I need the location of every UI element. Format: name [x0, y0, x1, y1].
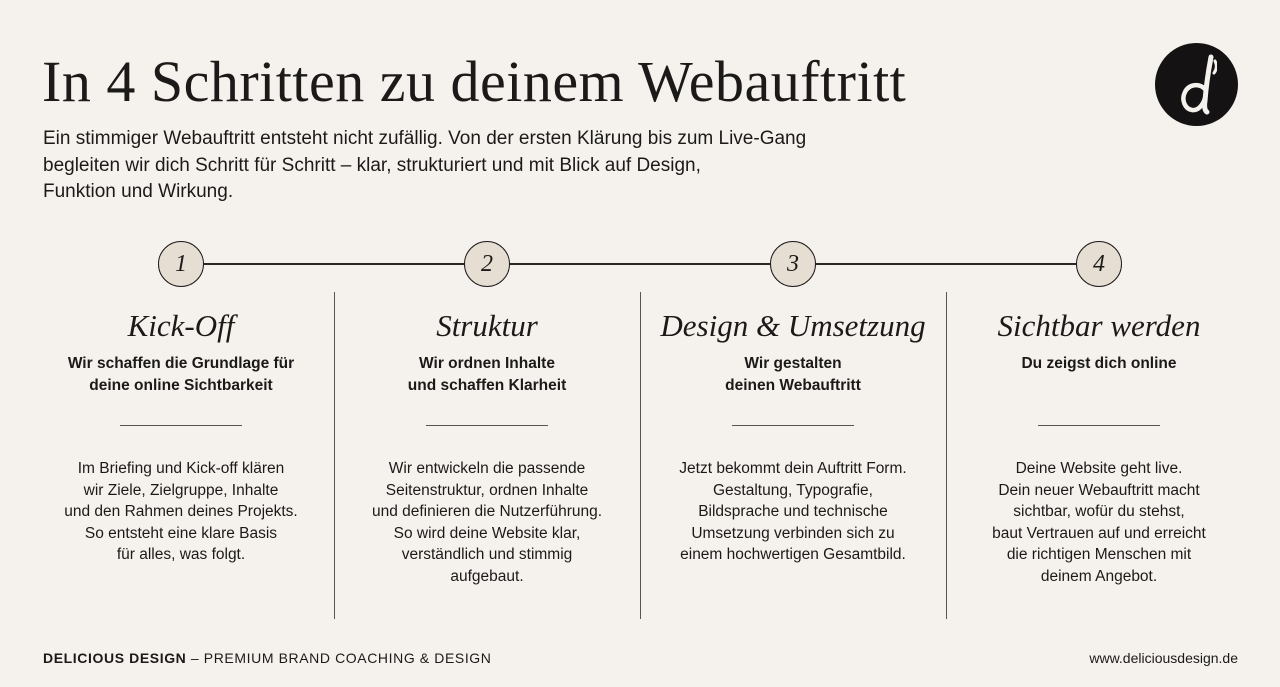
step-number-1: 1 [158, 241, 204, 287]
step-subtitle: Du zeigst dich online [1021, 355, 1177, 372]
step-column-2 [334, 305, 640, 605]
step-number-3: 3 [770, 241, 816, 287]
step-column-1 [28, 305, 334, 605]
intro-line: Ein stimmiger Webauftritt entsteht nicht zufällig. Von der ersten Klärung bis zum Live-Gang [43, 128, 807, 149]
step-number-4: 4 [1076, 241, 1122, 287]
footer-tagline: – PREMIUM BRAND COACHING & DESIGN [186, 650, 492, 666]
step-rule [426, 425, 548, 426]
step-rule [732, 425, 854, 426]
step-column-4 [946, 305, 1252, 605]
logo-letter-d-icon [1155, 43, 1238, 126]
step-title: Struktur [436, 308, 538, 343]
timeline-line [181, 263, 1099, 265]
footer-url: www.deliciousdesign.de [1089, 650, 1238, 666]
step-description: Im Briefing und Kick-off klären wir Ziele, Zielgruppe, Inhalte und den Rahmen deines Projekts. So entsteht eine klare Basis für alles, was folgt. [64, 460, 298, 563]
step-title: Sichtbar werden [997, 308, 1201, 343]
footer-brand-name: DELICIOUS DESIGN [43, 650, 187, 666]
step-number-2: 2 [464, 241, 510, 287]
step-rule [1038, 425, 1160, 426]
intro-text [43, 126, 943, 206]
step-subtitle: Wir ordnen Inhalte und schaffen Klarheit [407, 355, 567, 394]
step-description: Jetzt bekommt dein Auftritt Form. Gestaltung, Typografie, Bildsprache und technische Umsetzung verbinden sich zu einem hochwertigen Gesamtbild. [679, 460, 907, 563]
step-title: Kick-Off [127, 308, 235, 343]
step-title: Design & Umsetzung [660, 308, 926, 343]
step-description: Deine Website geht live. Dein neuer Webauftritt macht sichtbar, wofür du stehst, baut Vertrauen auf und erreicht die richtigen Menschen mit deinem Angebot. [992, 460, 1206, 585]
step-rule [120, 425, 242, 426]
step-subtitle: Wir schaffen die Grundlage für deine online Sichtbarkeit [67, 355, 295, 394]
page-title: In 4 Schritten zu deinem Webauftritt [42, 49, 907, 114]
brand-logo [1155, 43, 1238, 126]
intro-line: begleiten wir dich Schritt für Schritt – klar, strukturiert und mit Blick auf Design, [43, 154, 701, 176]
step-column-3 [640, 305, 946, 605]
step-subtitle: Wir gestalten deinen Webauftritt [725, 355, 861, 394]
footer-brand [43, 650, 492, 666]
step-description: Wir entwickeln die passende Seitenstruktur, ordnen Inhalte und definieren die Nutzerführung. So wird deine Website klar, verständlich und stimmig aufgebaut. [371, 460, 603, 585]
intro-line: Funktion und Wirkung. [43, 181, 234, 202]
